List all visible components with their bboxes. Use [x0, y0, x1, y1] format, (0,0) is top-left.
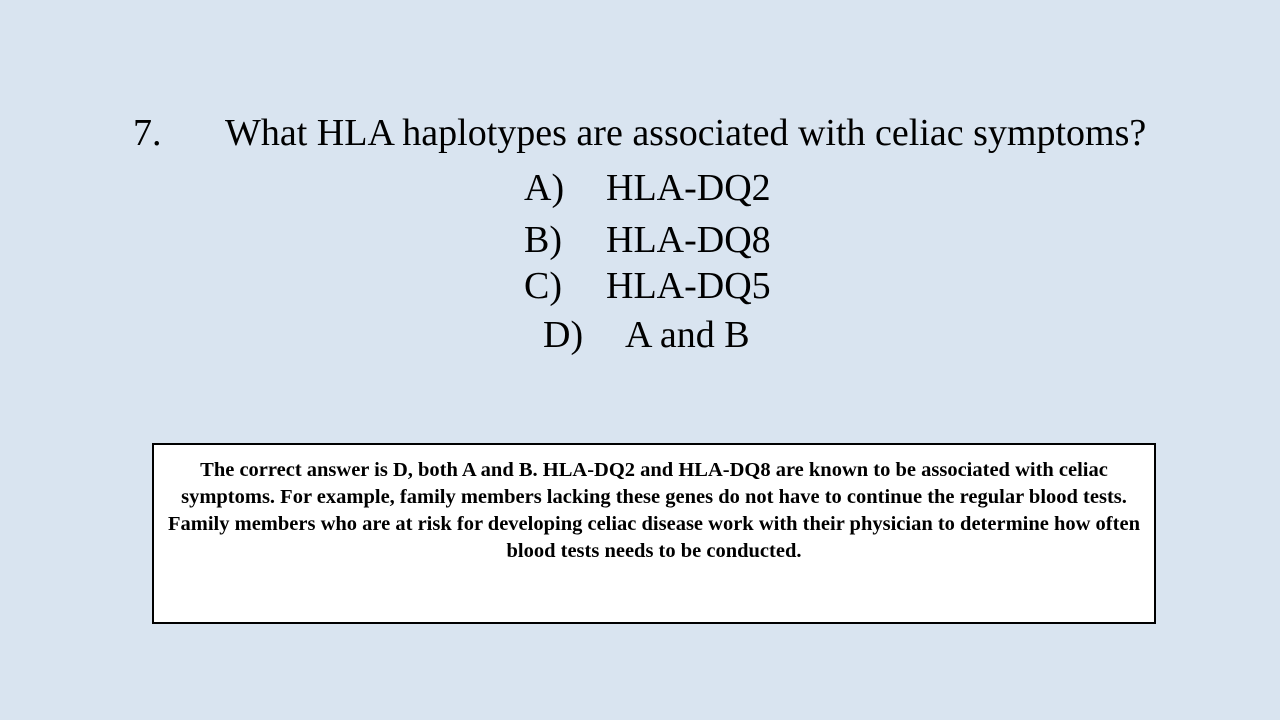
option-a-letter: A): [524, 167, 565, 209]
answer-explanation-text: The correct answer is D, both A and B. HLA-DQ2 and HLA-DQ8 are known to be associated with celiac symptoms. For example, family members lacking these genes do not have to continue the regular blood tests. Family members who are at risk for developing celiac disease work with their physician to determine how often blood tests needs to be conducted.: [168, 459, 1140, 562]
option-b-letter: B): [524, 219, 562, 261]
option-b-text: HLA-DQ8: [606, 219, 771, 261]
question-text: What HLA haplotypes are associated with celiac symptoms?: [225, 112, 1147, 154]
option-c-letter: C): [524, 265, 562, 307]
option-b: [524, 217, 771, 263]
option-a-text: HLA-DQ2: [606, 167, 771, 209]
option-d-text: A and B: [625, 314, 750, 356]
option-d: [543, 312, 750, 358]
option-d-letter: D): [543, 314, 584, 356]
question-line: [133, 109, 1146, 157]
option-a: [524, 165, 771, 211]
answer-explanation-box: [152, 443, 1156, 624]
option-c-text: HLA-DQ5: [606, 265, 771, 307]
option-c: [524, 263, 771, 309]
question-number: 7.: [133, 112, 162, 154]
